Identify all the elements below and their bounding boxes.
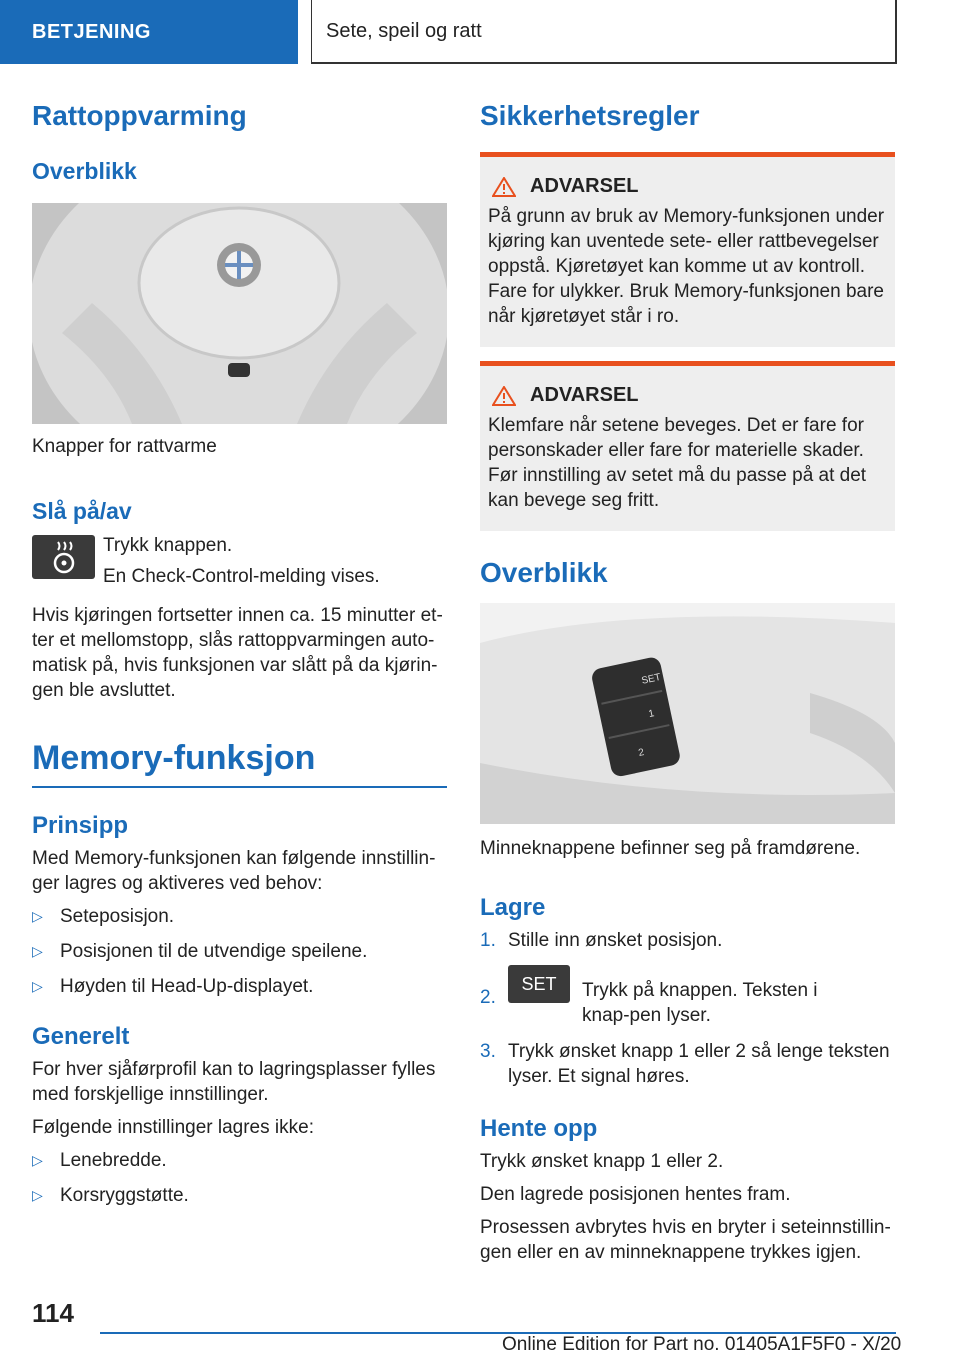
list-item: 1. Stille inn ønsket posisjon. xyxy=(480,930,723,951)
heading-overview: Overblikk xyxy=(480,557,608,588)
heated-wheel-button xyxy=(32,535,95,579)
heading-recall: Hente opp xyxy=(480,1115,598,1142)
triangle-bullet-icon: ▷ xyxy=(32,1187,43,1203)
warning-title: ADVARSEL xyxy=(492,175,887,198)
onoff-block xyxy=(32,533,447,589)
chapter-tab xyxy=(311,0,897,64)
triangle-bullet-icon: ▷ xyxy=(32,943,43,959)
heading-safety: Sikkerhetsregler xyxy=(480,100,700,131)
list-item: ▷ Høyden til Head-Up-displayet. xyxy=(32,976,314,997)
edition-note: Online Edition for Part no. 01405A1F5F0 - X/20 xyxy=(502,1334,902,1355)
warning-title: ADVARSEL xyxy=(492,384,887,407)
heading-principle: Prinsipp xyxy=(32,812,129,839)
page-number: 114 xyxy=(32,1298,74,1328)
image-caption: Minneknappene befinner seg på framdørene. xyxy=(480,838,861,859)
warning-box-2 xyxy=(480,361,895,531)
heading-save: Lagre xyxy=(480,894,546,921)
warning-triangle-icon xyxy=(492,177,516,197)
principle-paragraph: Med Memory-funksjonen kan følgende innstillin-ger lagres og aktiveres ved behov: xyxy=(32,848,436,894)
onoff-paragraph: Hvis kjøringen fortsetter innen ca. 15 minutter et-ter et mellomstopp, slås rattoppvarmingen auto-matisk på, hvis funksjonen var slått på da kjørin-gen ble avsluttet. xyxy=(32,605,443,701)
section-tab xyxy=(0,0,298,64)
warning-box-1 xyxy=(480,152,895,347)
recall-paragraph: Prosessen avbrytes hvis en bryter i seteinnstillin-gen eller en av minneknappene trykkes igjen. xyxy=(480,1217,891,1263)
image-caption: Knapper for rattvarme xyxy=(32,436,217,457)
door-buttons-image xyxy=(480,603,895,824)
heading-rattoppvarming: Rattoppvarming xyxy=(32,100,247,131)
recall-line1: Trykk ønsket knapp 1 eller 2. xyxy=(480,1151,724,1172)
onoff-line1: Trykk knappen. xyxy=(103,535,233,556)
list-item: ▷ Korsryggstøtte. xyxy=(32,1185,189,1206)
right-column xyxy=(480,100,895,1265)
list-item: ▷ Lenebredde. xyxy=(32,1150,167,1171)
warning-text: Klemfare når setene beveges. Det er fare for personskader eller fare for materielle skader. Før innstilling av setet må du passe på at det kan bevege seg fritt. xyxy=(488,415,867,511)
onoff-line2: En Check-Control-melding vises. xyxy=(103,566,380,587)
door-2-label: 2 xyxy=(637,747,646,759)
set-button: SET xyxy=(508,965,570,1003)
list-item: 2. SET Trykk på knappen. Teksten i knap-pen lyser. xyxy=(480,965,895,1053)
list-item: 3. Trykk ønsket knapp 1 eller 2 så lenge teksten lyser. Et signal høres. xyxy=(480,1041,890,1087)
warning-text: På grunn av bruk av Memory-funksjonen under kjøring kan uventede sete- eller rattbevegelser oppstå. Kjøretøyet kan komme ut av kontroll. Fare for ulykker. Bruk Memory-funksjonen bare når kjøretøyet står i ro. xyxy=(488,206,885,327)
heated-wheel-icon xyxy=(49,540,79,574)
heading-underline xyxy=(32,786,447,788)
triangle-bullet-icon: ▷ xyxy=(32,978,43,994)
chapter-label: Sete, speil og ratt xyxy=(326,19,482,42)
steering-wheel-image xyxy=(32,203,447,424)
general-paragraph: For hver sjåførprofil kan to lagringsplasser fylles med forskjellige innstillinger. xyxy=(32,1059,436,1105)
general-paragraph-2: Følgende innstillinger lagres ikke: xyxy=(32,1117,314,1138)
triangle-bullet-icon: ▷ xyxy=(32,908,43,924)
list-item: ▷ Posisjonen til de utvendige speilene. xyxy=(32,941,368,962)
heading-onoff: Slå på/av xyxy=(32,498,132,524)
section-label: BETJENING xyxy=(32,20,151,43)
warning-triangle-icon xyxy=(492,386,516,406)
door-set-label: SET xyxy=(640,671,662,687)
heading-memory: Memory-funksjon xyxy=(32,739,316,777)
save-steps xyxy=(480,928,895,1089)
principle-list xyxy=(32,904,447,999)
recall-line2: Den lagrede posisjonen hentes fram. xyxy=(480,1184,791,1205)
left-column xyxy=(32,100,447,1208)
triangle-bullet-icon: ▷ xyxy=(32,1152,43,1168)
list-item: ▷ Seteposisjon. xyxy=(32,906,175,927)
door-1-label: 1 xyxy=(647,708,656,721)
heading-general: Generelt xyxy=(32,1023,130,1050)
heading-overview: Overblikk xyxy=(32,158,137,184)
general-list xyxy=(32,1148,447,1208)
